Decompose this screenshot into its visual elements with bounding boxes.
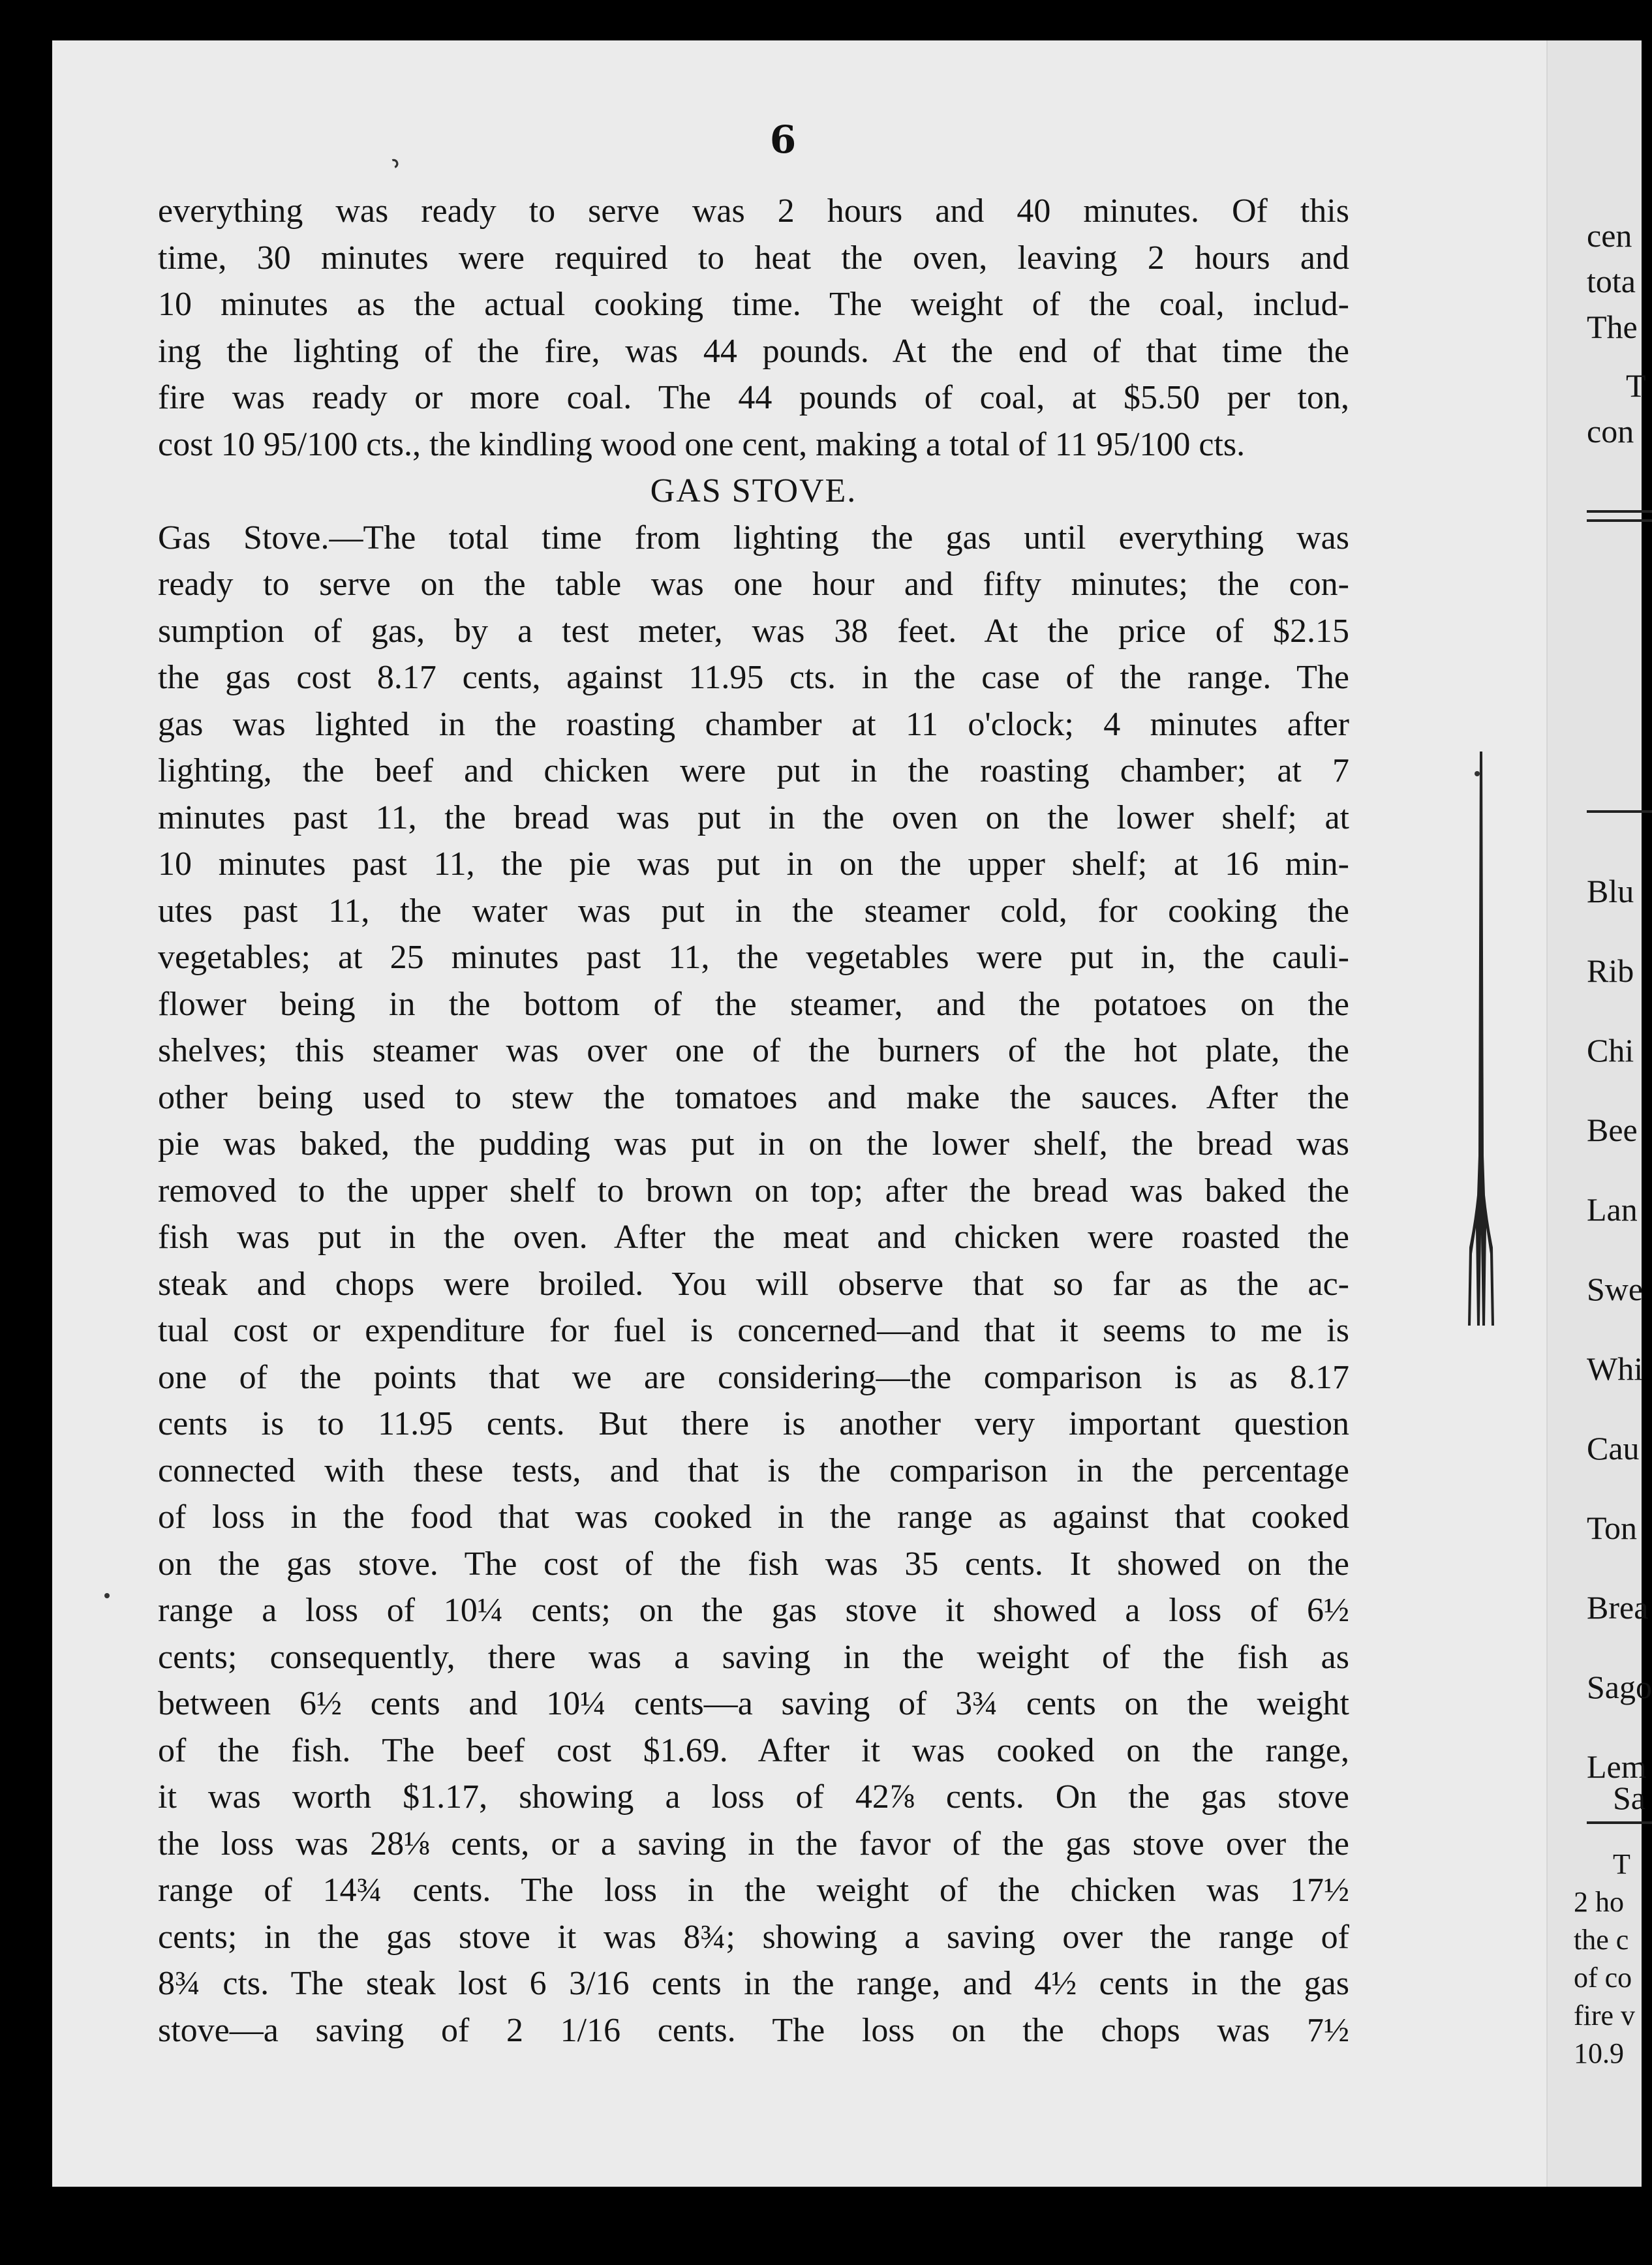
text-line: other being used to stew the tomatoes and make the sauces. After the — [158, 1078, 1349, 1116]
text-line: fire was ready or more coal. The 44 pounds of coal, at $5.50 per ton, — [158, 379, 1349, 416]
facing-list-item: Whi — [1587, 1350, 1644, 1387]
text-line: connected with these tests, and that is the comparison in the percentage — [158, 1452, 1349, 1489]
text-line: on the gas stove. The cost of the fish was 35 cents. It showed on the — [158, 1545, 1349, 1583]
text-line: cost 10 95/100 cts., the kindling wood one cent, making a total of 11 95/100 cts. — [158, 425, 1246, 463]
text-line: removed to the upper shelf to brown on top; after the bread was baked the — [158, 1172, 1349, 1209]
text-line: of loss in the food that was cooked in the range as against that cooked — [158, 1498, 1349, 1536]
facing-list-item: Cau — [1587, 1430, 1640, 1467]
text-line: the loss was 28⅛ cents, or a saving in the favor of the gas stove over the — [158, 1825, 1349, 1862]
facing-rule — [1587, 1821, 1652, 1824]
facing-line: T — [1626, 367, 1646, 404]
facing-line: 2 ho — [1574, 1886, 1624, 1918]
text-line: minutes past 11, the bread was put in the oven on the lower shelf; at — [158, 798, 1349, 836]
text-line: of the fish. The beef cost $1.69. After it was cooked on the range, — [158, 1731, 1349, 1769]
facing-line: 10.9 — [1574, 2037, 1624, 2069]
facing-line: tota — [1587, 263, 1636, 299]
pen-mark: ʾ — [388, 151, 412, 193]
text-line: pie was baked, the pudding was put in on the lower shelf, the bread was — [158, 1125, 1349, 1163]
facing-page-fragment — [1548, 40, 1652, 2187]
text-line: Gas Stove.—The total time from lighting the gas until everything was — [158, 519, 1349, 556]
text-line: cents is to 11.95 cents. But there is another very important question — [158, 1405, 1349, 1442]
text-line: time, 30 minutes were required to heat the oven, leaving 2 hours and — [158, 239, 1349, 277]
text-line: lighting, the beef and chicken were put in the roasting chamber; at 7 — [158, 752, 1349, 789]
speck — [1475, 771, 1480, 776]
section-heading: GAS STOVE. — [650, 472, 857, 509]
facing-line: T — [1613, 1848, 1630, 1880]
page-number: 6 — [769, 117, 797, 162]
page-body — [158, 188, 1349, 2054]
paragraph-gas-stove — [158, 515, 1349, 2054]
book-page — [52, 40, 1600, 2187]
text-line: stove—a saving of 2 1/16 cents. The loss on the chops was 7½ — [158, 2011, 1349, 2049]
facing-list-item: Sago — [1587, 1669, 1652, 1705]
text-line: cents; in the gas stove it was 8¾; showing a saving over the range of — [158, 1918, 1349, 1956]
facing-line: fire v — [1574, 1999, 1636, 2031]
text-line: the gas cost 8.17 cents, against 11.95 cts. in the case of the range. The — [158, 659, 1349, 696]
facing-line: of co — [1574, 1962, 1632, 1994]
facing-list-item: Bee — [1587, 1112, 1638, 1148]
facing-line: con — [1587, 413, 1634, 449]
facing-list-item: Ton — [1587, 1510, 1638, 1546]
facing-line: Sa — [1613, 1780, 1645, 1816]
facing-list-item: Blu — [1587, 873, 1634, 909]
text-line: one of the points that we are considering—the comparison is as 8.17 — [158, 1358, 1349, 1396]
facing-double-rule — [1587, 519, 1652, 522]
facing-list-item: Rib — [1587, 952, 1634, 989]
fork-illustration — [1461, 752, 1501, 1339]
text-line: 10 minutes as the actual cooking time. The weight of the coal, includ- — [158, 286, 1349, 323]
text-line: range a loss of 10¼ cents; on the gas stove it showed a loss of 6½ — [158, 1592, 1349, 1629]
text-line: steak and chops were broiled. You will observe that so far as the ac- — [158, 1265, 1349, 1303]
facing-list-item: Brea — [1587, 1589, 1649, 1626]
speck — [104, 1593, 110, 1598]
text-line: between 6½ cents and 10¼ cents—a saving of 3¾ cents on the weight — [158, 1685, 1349, 1722]
paragraph-range-results — [158, 188, 1349, 468]
text-line: ready to serve on the table was one hour and fifty minutes; the con- — [158, 566, 1349, 603]
facing-list-item: Lan — [1587, 1191, 1638, 1228]
facing-double-rule — [1587, 510, 1652, 513]
text-line: gas was lighted in the roasting chamber at 11 o'clock; 4 minutes after — [158, 705, 1349, 743]
text-line: range of 14¾ cents. The loss in the weight of the chicken was 17½ — [158, 1872, 1349, 1909]
facing-list-item: Swe — [1587, 1271, 1644, 1307]
text-line: shelves; this steamer was over one of the burners of the hot plate, the — [158, 1032, 1349, 1069]
facing-line: the c — [1574, 1924, 1629, 1956]
facing-rule — [1587, 810, 1652, 813]
text-line: 10 minutes past 11, the pie was put in on the upper shelf; at 16 min- — [158, 845, 1349, 883]
text-line: fish was put in the oven. After the meat and chicken were roasted the — [158, 1219, 1349, 1256]
facing-line: cen — [1587, 217, 1632, 254]
text-line: tual cost or expenditure for fuel is concerned—and that it seems to me is — [158, 1312, 1349, 1349]
facing-list-item: Chi — [1587, 1032, 1634, 1069]
text-line: flower being in the bottom of the steamer, and the potatoes on the — [158, 985, 1349, 1023]
text-line: everything was ready to serve was 2 hours and 40 minutes. Of this — [158, 192, 1349, 230]
facing-list-item: Lem — [1587, 1748, 1647, 1785]
text-line: it was worth $1.17, showing a loss of 42⅞ cents. On the gas stove — [158, 1778, 1349, 1816]
text-line: 8¾ cts. The steak lost 6 3/16 cents in the range, and 4½ cents in the gas — [158, 1965, 1349, 2002]
facing-line: The — [1587, 309, 1638, 345]
text-line: vegetables; at 25 minutes past 11, the vegetables were put in, the cauli- — [158, 939, 1349, 976]
text-line: utes past 11, the water was put in the steamer cold, for cooking the — [158, 892, 1349, 930]
text-line: sumption of gas, by a test meter, was 38 feet. At the price of $2.15 — [158, 612, 1349, 650]
text-line: ing the lighting of the fire, was 44 pounds. At the end of that time the — [158, 332, 1349, 370]
text-line: cents; consequently, there was a saving in the weight of the fish as — [158, 1638, 1349, 1676]
